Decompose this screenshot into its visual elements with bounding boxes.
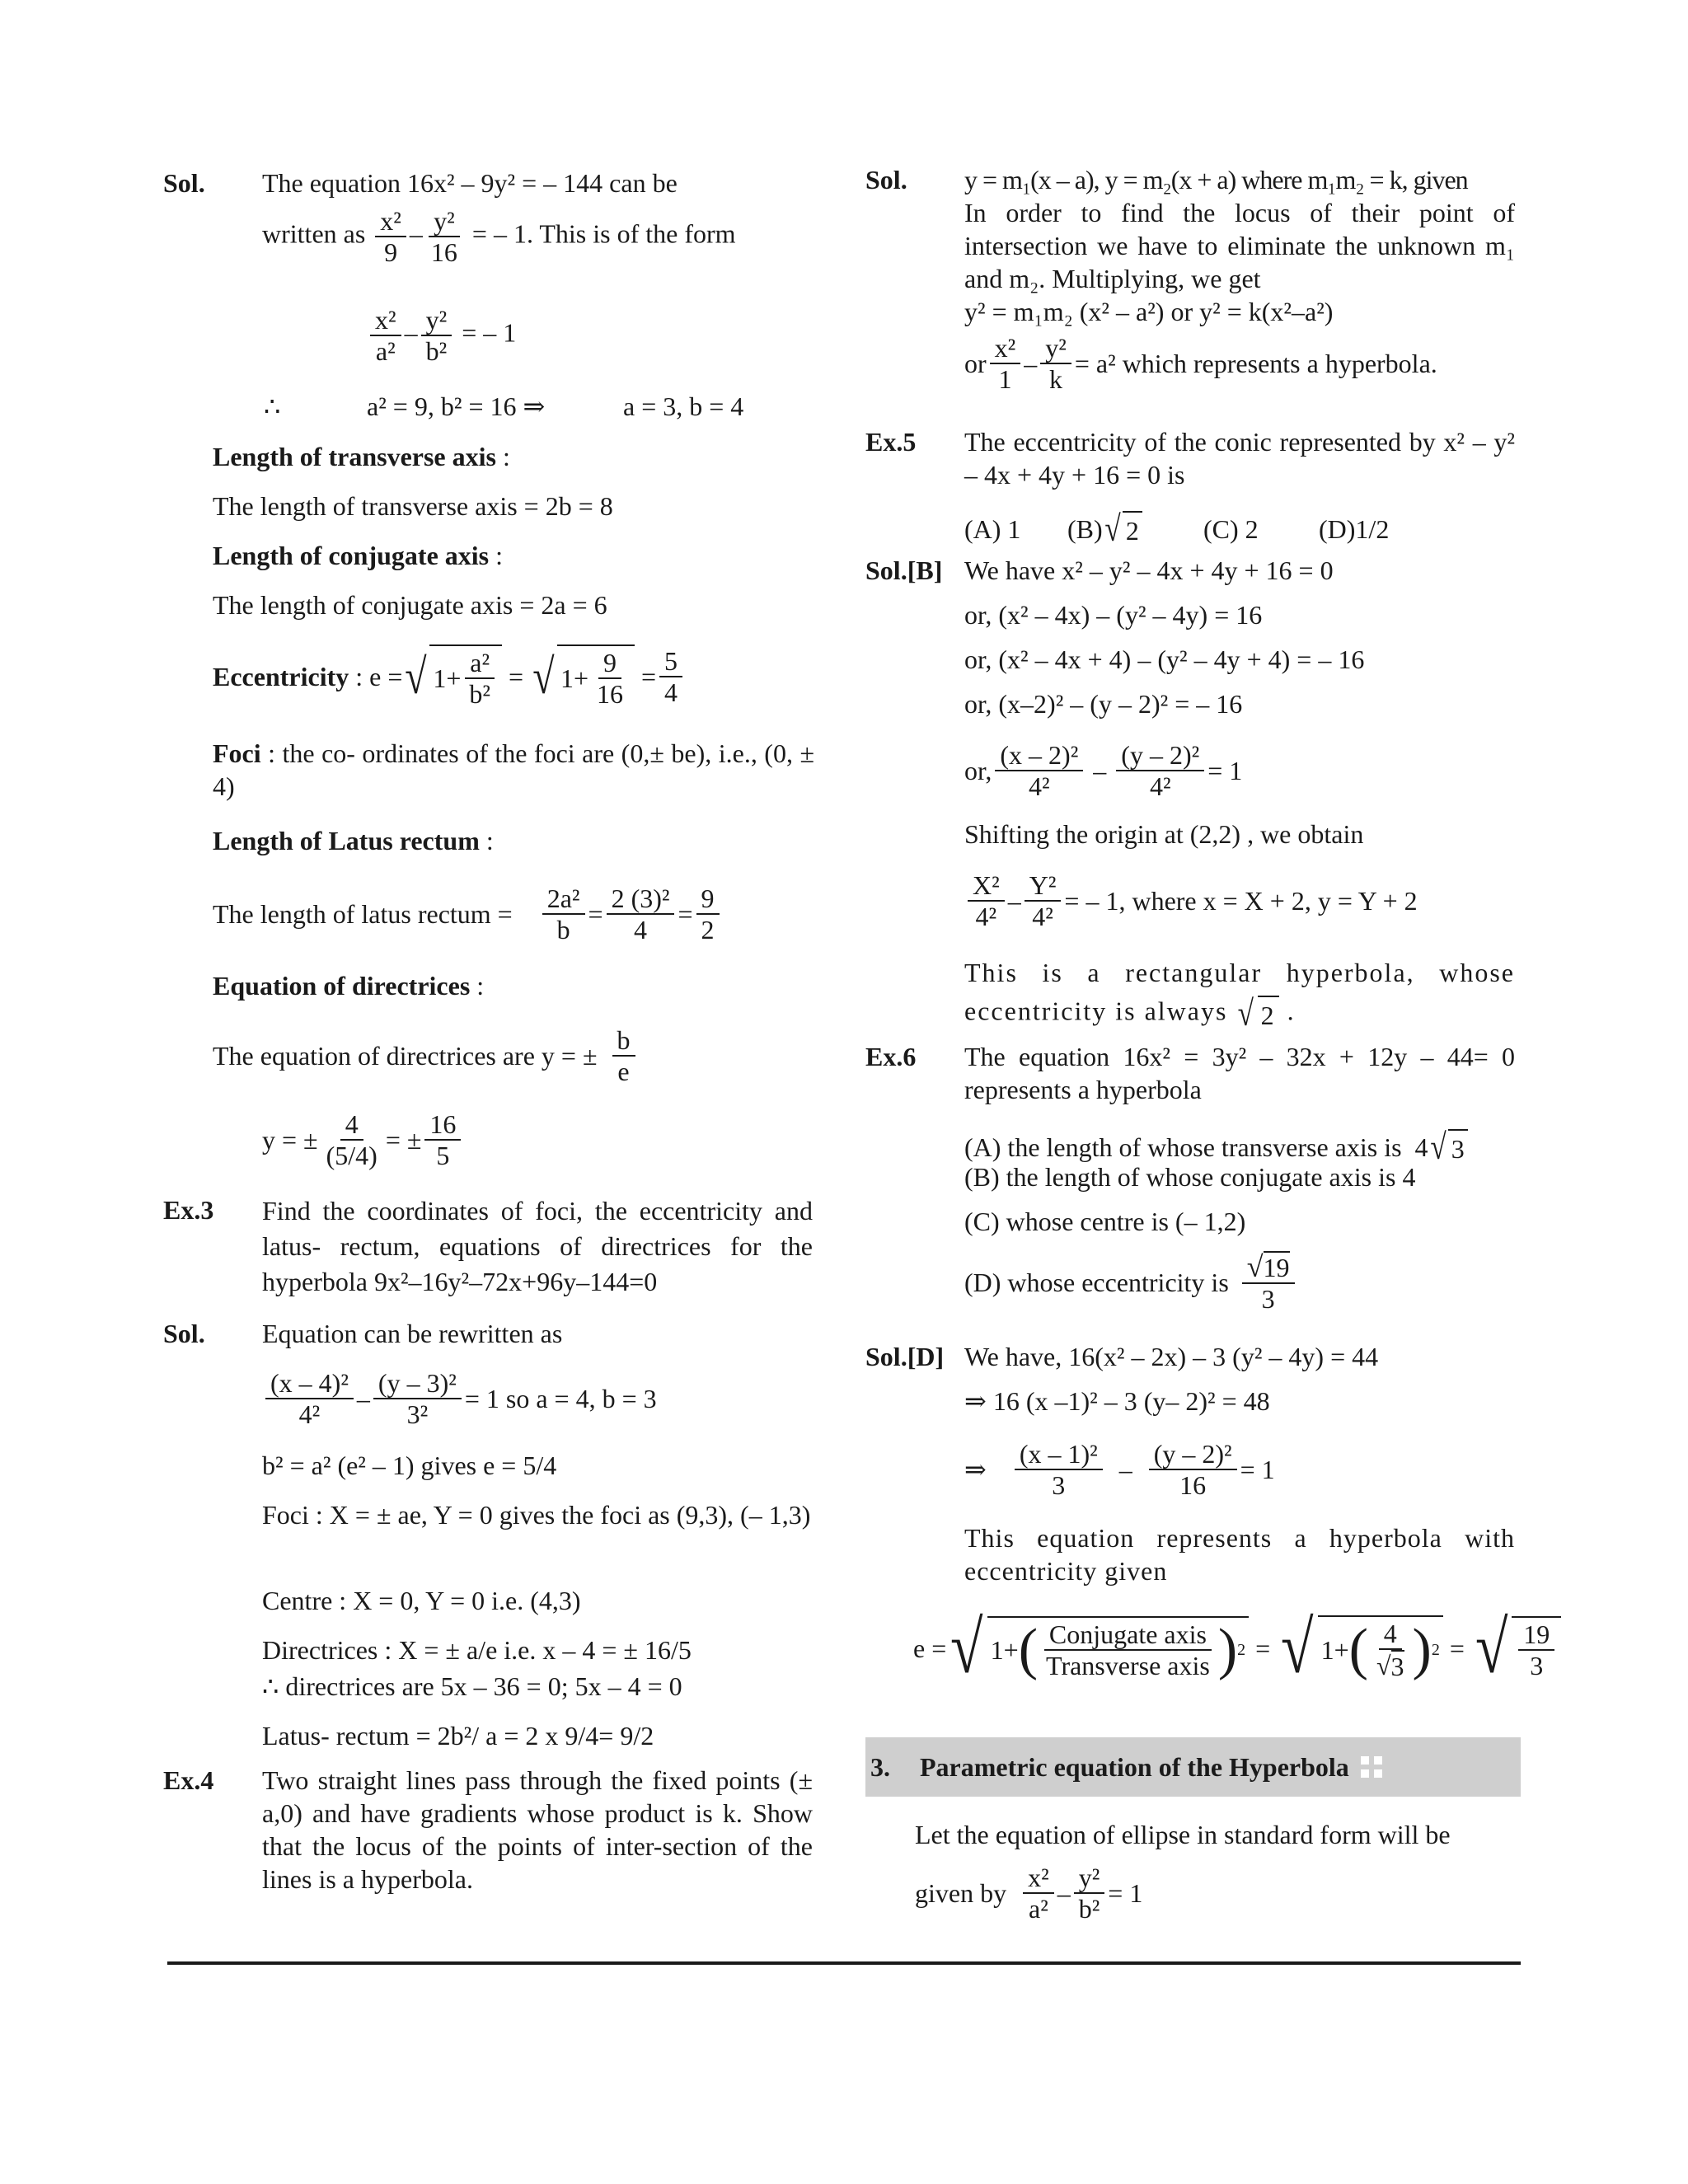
fraction: $\frac{b}{e}$ [612,1025,635,1086]
fraction: $\frac{\text{x²}}{1}$ [990,333,1021,394]
heading-text: Foci [213,738,261,768]
directrices-equation [213,1025,639,1086]
sol3-line1: Equation can be rewritten as [262,1319,563,1348]
transverse-text: The length of transverse axis = 2b = 8 [213,491,613,521]
sol4-eq: y² = m₁m₂ (x² – a²) or y² = k(x²–a²) [964,297,1334,326]
equation-rhs: = 1 [1207,756,1243,785]
option-a-text: (A) the length of whose transverse axis is [964,1132,1402,1162]
heading-directrices: Equation of directrices : [213,971,485,1001]
heading-text: Length of conjugate axis [213,541,490,570]
section-equation: given by $\frac{\text{x²}}{\text{a²}}$ – $\frac{\text{y²}}{\text{b²}}$ = 1 [915,1863,1143,1924]
directrices-result: y = ± $\frac{4}{(5/4)}$ = ± $\frac{16}{5}$ [262,1109,464,1170]
radicand: 3 [1448,1129,1468,1165]
heading-latus: Length of Latus rectum : [213,826,494,855]
directrices-text: The equation of directrices are y = ± [213,1041,598,1071]
therefore-symbol: ∴ [264,391,281,421]
ex5-options [964,504,1525,554]
section-title: Parametric equation of the Hyperbola [920,1751,1349,1782]
option-b [1067,504,1203,554]
fraction: $\frac{\text{Conjugate axis}}{\text{Transverse axis}}$ [1041,1619,1215,1680]
fraction: √ 19 3 [1242,1251,1295,1314]
sol3-latus: Latus- rectum = 2b²/ a = 2 x 9/4= 9/2 [262,1721,654,1750]
implies-symbol: ⇒ [964,1455,987,1484]
radicand: 19 [1263,1253,1290,1282]
sol5-label: Sol.[B] [865,555,943,585]
sol6-equation: ⇒ $\frac{\text{(x – 1)²}}{3}$ – $\frac{\text{(y – 2)²}}{16}$ = 1 [964,1439,1275,1500]
latus-equation: The length of latus rectum = $\frac{\text{2a²}}{b}$ = $\frac{\text{2 (3)²}}{4}$ = $\frac{9}{2}$ [213,883,723,944]
fraction: $\frac{16}{5}$ [424,1109,461,1170]
heading-transverse: Length of transverse axis : [213,442,510,471]
fraction: $\frac{4}{(5/4)}$ [326,1109,377,1170]
fraction: $\frac{\text{x²}}{9}$ [375,206,406,267]
fraction: $\frac{\text{(x – 1)²}}{3}$ [1015,1439,1103,1500]
heading-conjugate: Length of conjugate axis : [213,541,503,570]
radical: √ 1+ $\frac{\text{a²}}{\text{b²}}$ [402,644,502,709]
sol5-equation: or, $\frac{\text{(x – 2)²}}{\text{4²}}$ – $\frac{\text{(y – 2)²}}{\text{4²}}$ = 1 [964,740,1243,801]
sol1-line1: The equation 16x² – 9y² = – 144 can be [262,168,678,198]
radical: √ $\frac{19}{3}$ [1471,1616,1561,1680]
ex4-label: Ex.4 [163,1765,214,1795]
fraction: $\frac{\text{(x – 4)²}}{\text{4²}}$ [265,1368,354,1429]
fraction: 4 √ 3 [1376,1619,1404,1681]
sol5-rect-text: This is a rectangular hyperbola, whose eccentricity is always [964,958,1515,1026]
sol1-values-result: a = 3, b = 4 [623,391,744,421]
option-d-text: (D) whose eccentricity is [964,1268,1229,1297]
fraction: $\frac{9}{2}$ [696,883,720,944]
equation-lhs: e = [913,1633,947,1663]
radical: √ 2 [1236,989,1278,1038]
fraction: $\frac{\text{(y – 2)²}}{16}$ [1149,1439,1237,1500]
fraction: $\frac{\text{(y – 3)²}}{\text{3²}}$ [373,1368,462,1429]
ex6-option-c: (C) whose centre is (– 1,2) [964,1207,1246,1236]
ex6-text: The equation 16x² = 3y² – 32x + 12y – 44= 0 represents a hyperbola [964,1042,1515,1104]
equation-rhs: = 1 [1240,1455,1275,1484]
latus-text: The length of latus rectum = [213,899,513,929]
ex6-option-b: (B) the length of whose conjugate axis is 4 [964,1162,1416,1192]
fraction: $\frac{\text{(x – 2)²}}{\text{4²}}$ [995,740,1083,801]
fraction: $\frac{19}{3}$ [1518,1619,1554,1680]
sol5-line2: or, (x² – 4x) – (y² – 4y) = 16 [964,600,1263,630]
equation-lhs: : e = [355,662,403,691]
equation-rhs: = – 1 [462,317,517,348]
option-b-label: (B) [1067,514,1103,544]
sol3-centre: Centre : X = 0, Y = 0 i.e. (4,3) [262,1586,581,1615]
radical: √ 2 [1103,504,1142,554]
ex6-option-d [964,1251,1298,1314]
ex3-text: Find the coordinates of foci, the eccentricity and latus- rectum, equations of directrices for the hyperbola 9x²–16y²–72x+96y–144=0 [262,1196,813,1296]
section-text: Let the equation of ellipse in standard form will be [915,1820,1451,1849]
ex5-label: Ex.5 [865,427,917,457]
or-text: or, [964,756,992,785]
foci-text [213,737,814,803]
sol3-label: Sol. [163,1319,205,1348]
fraction: $\frac{\text{a²}}{\text{b²}}$ [464,648,495,709]
fraction: $\frac{\text{X²}}{\text{4²}}$ [968,870,1005,931]
ex3-label: Ex.3 [163,1195,214,1225]
sol5-line3: or, (x² – 4x + 4) – (y² – 4y + 4) = – 16 [964,644,1365,674]
option-d: (D)1/2 [1319,514,1390,544]
or-text: or [964,349,987,378]
sol4-line1: y = m₁(x – a), y = m₂(x + a) where m₁m₂ = k, given [964,165,1468,194]
equation-rhs: = 1 so a = 4, b = 3 [464,1384,657,1413]
ex6-label: Ex.6 [865,1042,917,1071]
heading-text: Equation of directrices [213,971,471,1001]
sol5-shift: Shifting the origin at (2,2) , we obtain [964,819,1364,849]
sol4-hyperbola: or $\frac{\text{x²}}{1}$ – $\frac{\text{y²}}{k}$ = a² which represents a hyperbola. [964,333,1437,394]
option-a: (A) 1 [964,514,1021,544]
sol4-label: Sol. [865,165,907,194]
footer-rule [167,1961,1521,1965]
fraction: $\frac{\text{2a²}}{b}$ [542,883,585,944]
radical: √ 3 [1428,1122,1468,1172]
sol1-written-as: written as [262,218,366,249]
ex4-text: Two straight lines pass through the fixed points (± a,0) and have gradients whose product is k. Show that the locus of the points of inter-section of the lines is a hyperbola. [262,1765,813,1894]
radical: √ 1+ ( 4 √ 3 ) 2 [1277,1615,1443,1681]
sol5-line4: or, (x–2)² – (y – 2)² = – 16 [964,689,1243,719]
sol1-form-text: = – 1. This is of the form [471,218,736,249]
equation-rhs: = 1 [1108,1878,1143,1908]
sol3-equation: $\frac{\text{(x – 4)²}}{\text{4²}}$ – $\frac{\text{(y – 3)²}}{\text{3²}}$ = 1 so a = 4, b = 3 [262,1368,657,1429]
equation-rhs: = – 1, where x = X + 2, y = Y + 2 [1064,886,1418,916]
equation-rhs: = a² which represents a hyperbola. [1074,349,1437,378]
sol4-text: In order to find the locus of their point of intersection we have to eliminate the unknown m₁ and m₂. Multiplying, we get [964,198,1515,293]
equation-lhs: y = ± [262,1125,318,1155]
section-dots-icon [1361,1756,1382,1778]
fraction: $\frac{\text{y²}}{\text{b²}}$ [1074,1863,1105,1924]
sol6-label: Sol.[D] [865,1342,945,1371]
fraction: $\frac{\text{(y – 2)²}}{\text{4²}}$ [1116,740,1204,801]
fraction: $\frac{5}{4}$ [659,646,682,707]
radical: √ 1+ ( $\frac{\text{Conjugate axis}}{\text{Transverse axis}}$ ) 2 [946,1616,1249,1680]
heading-text: Length of Latus rectum [213,826,480,855]
sol6-eccentricity: e = √ 1+ ( $\frac{\text{Conjugate axis}}{\text{Transverse axis}}$ ) 2 = √ 1+ ( 4 √ 3 ) 2 = √ $\frac{19}{3}$ [913,1615,1561,1681]
fraction: $\frac{9}{16}$ [597,648,623,709]
fraction: $\frac{\text{x²}}{\text{a²}}$ [1023,1863,1054,1924]
eccentricity-equation: Eccentricity : e = √ 1+ $\frac{\text{a²}}{\text{b²}}$ = √ 1+ $\frac{9}{16}$ = $\frac{5}{4}$ [213,644,686,709]
radical: √ 1+ $\frac{9}{16}$ [530,644,635,709]
sol5-rect: This is a rectangular hyperbola, whose eccentricity is always √ 2 . [964,956,1515,1038]
sol-label: Sol. [163,168,205,198]
radicand: 2 [1123,511,1142,547]
sol1-values: a² = 9, b² = 16 ⇒ [367,391,546,421]
fraction: $\frac{\text{2 (3)²}}{4}$ [607,883,675,944]
radicand: 2 [1258,996,1279,1032]
option-c: (C) 2 [1203,514,1259,544]
ex5-text: The eccentricity of the conic represented by x² – y² – 4x + 4y + 16 = 0 is [964,427,1515,490]
sol5-shifted-equation: $\frac{\text{X²}}{\text{4²}}$ – $\frac{\text{Y²}}{\text{4²}}$ = – 1, where x = X + 2, y = Y + 2 [964,870,1418,931]
sol1-standard-form: $\frac{\text{x²}}{\text{a²}}$ – $\frac{\text{y²}}{\text{b²}}$ = – 1 [367,305,516,366]
heading-text: Eccentricity [213,662,349,691]
fraction: $\frac{\text{y²}}{\text{b²}}$ [421,305,452,366]
section-number: 3. [870,1751,890,1782]
sol5-line1: We have x² – y² – 4x + 4y + 16 = 0 [964,555,1334,585]
sol6-line2: ⇒ 16 (x –1)² – 3 (y– 2)² = 48 [964,1386,1270,1416]
sol3-directrices-2: ∴ directrices are 5x – 36 = 0; 5x – 4 = 0 [262,1671,682,1701]
sol1-line2: written as $\frac{\text{x²}}{9}$ – $\frac{\text{y²}}{16}$ = – 1. This is of the form [262,206,736,267]
foci-body: : the co- ordinates of the foci are (0,± be), i.e., (0, ± 4) [213,738,815,801]
sol3-foci: Foci : X = ± ae, Y = 0 gives the foci as (9,3), (– 1,3) [262,1500,811,1530]
conjugate-text: The length of conjugate axis = 2a = 6 [213,590,607,620]
sol6-text: This equation represents a hyperbola with eccentricity given [964,1523,1515,1586]
fraction: $\frac{\text{Y²}}{\text{4²}}$ [1025,870,1062,931]
sol3-e: b² = a² (e² – 1) gives e = 5/4 [262,1451,557,1480]
fraction: $\frac{\text{y²}}{16}$ [426,206,462,267]
section-header [865,1737,1521,1797]
sol6-line1: We have, 16(x² – 2x) – 3 (y² – 4y) = 44 [964,1342,1379,1371]
radicand: 3 [1390,1652,1404,1681]
heading-text: Length of transverse axis [213,442,496,471]
option-a-value: 4 [1414,1132,1428,1162]
sol3-directrices-1: Directrices : X = ± a/e i.e. x – 4 = ± 16/5 [262,1635,692,1665]
fraction: $\frac{\text{y²}}{k}$ [1040,333,1071,394]
given-by-text: given by [915,1878,1007,1908]
fraction: $\frac{\text{x²}}{\text{a²}}$ [370,305,401,366]
